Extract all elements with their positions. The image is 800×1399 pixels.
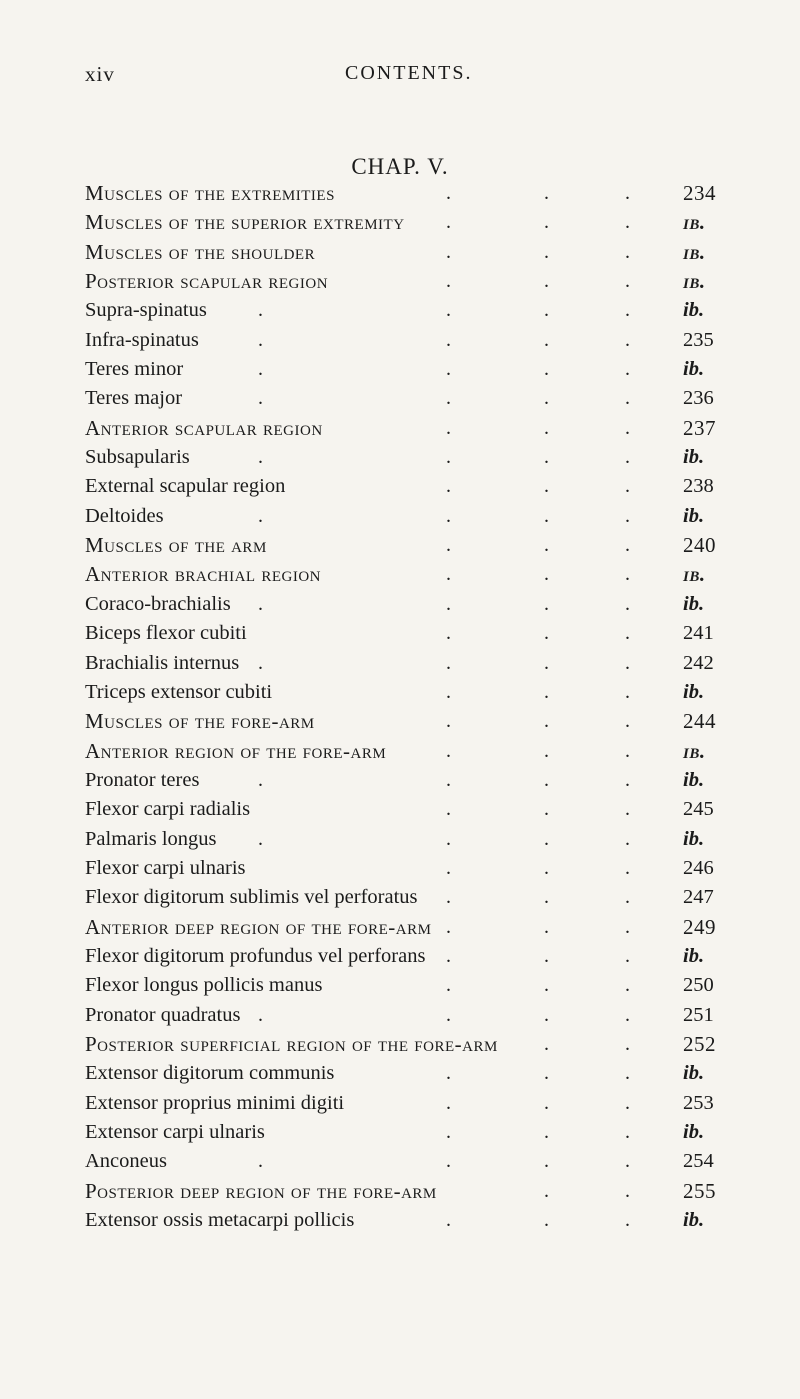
toc-entry-title: Brachialis internus	[85, 651, 240, 674]
dot-leader: .	[544, 270, 550, 293]
toc-entry-page: ib.	[683, 1209, 705, 1232]
dot-leader: .	[446, 416, 452, 439]
toc-entry-page: ib.	[683, 358, 705, 381]
toc-entry-title: Posterior deep region of the fore-arm	[85, 1178, 437, 1203]
toc-entry-page: 237	[683, 415, 716, 440]
toc-entry	[85, 649, 715, 678]
toc-entry-page: 254	[683, 1150, 714, 1173]
toc-entry	[85, 267, 715, 296]
dot-leader: .	[446, 622, 451, 645]
dot-leader: .	[446, 915, 452, 938]
dot-leader: .	[544, 504, 549, 527]
toc-entry-page: 236	[683, 387, 714, 410]
toc-entry-page: ib.	[683, 239, 706, 264]
dot-leader: .	[625, 1032, 631, 1055]
toc-entry	[85, 1147, 715, 1176]
dot-leader: .	[625, 886, 630, 909]
dot-leader: .	[258, 358, 263, 381]
dot-leader: .	[446, 592, 451, 615]
toc-entry-page: 246	[683, 856, 714, 879]
dot-leader: .	[625, 475, 630, 498]
toc-entry-title: Flexor carpi ulnaris	[85, 856, 246, 879]
dot-leader: .	[258, 446, 263, 469]
toc-entry-title: Anterior deep region of the fore-arm	[85, 914, 432, 939]
dot-leader: .	[446, 534, 452, 557]
dot-leader: .	[544, 768, 549, 791]
toc-entry-title: Deltoides	[85, 504, 164, 527]
toc-entry	[85, 296, 715, 325]
dot-leader: .	[544, 1121, 549, 1143]
dot-leader: .	[625, 944, 630, 967]
dot-leader: .	[625, 358, 630, 381]
dot-leader: .	[446, 944, 451, 967]
dot-leader: .	[446, 328, 451, 351]
dot-leader: .	[446, 856, 451, 879]
dot-leader: .	[446, 475, 451, 498]
dot-leader: .	[544, 680, 549, 703]
dot-leader: .	[625, 504, 630, 527]
table-of-contents	[85, 179, 715, 1235]
dot-leader: .	[625, 416, 631, 439]
toc-entry-page: 235	[683, 328, 714, 351]
toc-entry	[85, 326, 715, 355]
toc-entry	[85, 942, 715, 971]
dot-leader: .	[446, 798, 451, 821]
toc-entry	[85, 590, 715, 619]
dot-leader: .	[625, 680, 630, 703]
toc-entry-page: ib.	[683, 592, 705, 615]
page-number: xiv	[85, 62, 115, 86]
toc-entry	[85, 1001, 715, 1030]
dot-leader: .	[258, 504, 263, 527]
toc-entry-page: 240	[683, 533, 716, 558]
toc-entry	[85, 1206, 715, 1235]
toc-entry-title: External scapular region	[85, 475, 286, 498]
dot-leader: .	[544, 592, 549, 615]
toc-entry-title: Infra-spinatus	[85, 328, 199, 351]
toc-entry-title: Palmaris longus	[85, 827, 217, 850]
dot-leader: .	[544, 798, 549, 821]
toc-entry-title: Muscles of the extremities	[85, 181, 335, 205]
dot-leader: .	[544, 534, 550, 557]
dot-leader: .	[544, 886, 549, 909]
toc-entry-title: Posterior superficial region of the fore-arm	[85, 1031, 498, 1056]
toc-entry-title: Extensor carpi ulnaris	[85, 1121, 265, 1143]
toc-entry-title: Pronator quadratus	[85, 1003, 241, 1026]
toc-entry-page: ib.	[683, 299, 705, 322]
toc-entry	[85, 619, 715, 648]
dot-leader: .	[544, 1209, 549, 1232]
toc-entry	[85, 795, 715, 824]
dot-leader: .	[625, 856, 630, 879]
toc-entry-title: Subsapularis	[85, 446, 190, 469]
toc-entry	[85, 179, 715, 208]
toc-entry-page: ib.	[683, 210, 706, 235]
toc-entry	[85, 766, 715, 795]
dot-leader: .	[544, 182, 550, 204]
dot-leader: .	[446, 827, 451, 850]
dot-leader: .	[446, 387, 451, 410]
dot-leader: .	[544, 974, 549, 997]
dot-leader: .	[544, 475, 549, 498]
toc-entry	[85, 1089, 715, 1118]
toc-entry-page: ib.	[683, 738, 706, 763]
dot-leader: .	[544, 299, 549, 322]
dot-leader: .	[446, 710, 452, 733]
dot-leader: .	[446, 1091, 451, 1114]
dot-leader: .	[446, 739, 452, 762]
toc-entry-page: 253	[683, 1091, 714, 1114]
toc-entry-page: 247	[683, 886, 714, 909]
dot-leader: .	[544, 1179, 550, 1202]
dot-leader: .	[446, 240, 452, 263]
toc-entry	[85, 384, 715, 413]
dot-leader: .	[446, 299, 451, 322]
toc-entry	[85, 208, 715, 237]
toc-entry-page: 242	[683, 651, 714, 674]
dot-leader: .	[258, 592, 263, 615]
toc-entry-title: Extensor ossis metacarpi pollicis	[85, 1209, 355, 1232]
dot-leader: .	[544, 856, 549, 879]
dot-leader: .	[446, 358, 451, 381]
toc-entry-title: Flexor carpi radialis	[85, 798, 251, 821]
toc-entry-title: Muscles of the arm	[85, 533, 267, 558]
toc-entry	[85, 707, 715, 736]
dot-leader: .	[446, 886, 451, 909]
toc-entry	[85, 238, 715, 267]
toc-entry-title: Muscles of the superior extremity	[85, 210, 405, 235]
dot-leader: .	[544, 827, 549, 850]
toc-entry-page: 255	[683, 1178, 716, 1203]
dot-leader: .	[625, 328, 630, 351]
dot-leader: .	[544, 739, 550, 762]
dot-leader: .	[446, 270, 452, 293]
dot-leader: .	[625, 211, 631, 234]
dot-leader: .	[446, 680, 451, 703]
dot-leader: .	[625, 240, 631, 263]
toc-entry	[85, 971, 715, 1000]
dot-leader: .	[625, 974, 630, 997]
dot-leader: .	[258, 768, 263, 791]
dot-leader: .	[544, 328, 549, 351]
toc-entry	[85, 1177, 715, 1206]
dot-leader: .	[625, 915, 631, 938]
dot-leader: .	[258, 328, 263, 351]
dot-leader: .	[446, 446, 451, 469]
dot-leader: .	[544, 240, 550, 263]
dot-leader: .	[446, 182, 452, 204]
dot-leader: .	[544, 416, 550, 439]
dot-leader: .	[258, 1003, 263, 1026]
dot-leader: .	[446, 1209, 451, 1232]
toc-entry-title: Biceps flexor cubiti	[85, 622, 247, 645]
toc-entry-page: ib.	[683, 269, 706, 294]
dot-leader: .	[625, 563, 631, 586]
toc-entry-title: Flexor longus pollicis manus	[85, 974, 323, 997]
toc-entry	[85, 825, 715, 854]
dot-leader: .	[625, 798, 630, 821]
dot-leader: .	[544, 622, 549, 645]
dot-leader: .	[544, 1062, 549, 1085]
chapter-title: CHAP. V.	[351, 154, 449, 179]
dot-leader: .	[446, 768, 451, 791]
dot-leader: .	[446, 974, 451, 997]
dot-leader: .	[446, 504, 451, 527]
dot-leader: .	[544, 358, 549, 381]
dot-leader: .	[544, 1032, 550, 1055]
dot-leader: .	[625, 739, 631, 762]
toc-entry-title: Anterior scapular region	[85, 415, 323, 440]
dot-leader: .	[625, 446, 630, 469]
toc-entry-page: ib.	[683, 1121, 705, 1143]
toc-entry-page: 238	[683, 475, 714, 498]
toc-entry-title: Posterior scapular region	[85, 269, 329, 294]
dot-leader: .	[446, 211, 452, 234]
toc-entry-page: 245	[683, 798, 714, 821]
toc-entry	[85, 531, 715, 560]
toc-entry-title: Extensor proprius minimi digiti	[85, 1091, 345, 1114]
toc-entry-page: ib.	[683, 680, 705, 703]
toc-entry-page: 251	[683, 1003, 714, 1026]
toc-entry	[85, 737, 715, 766]
dot-leader: .	[258, 299, 263, 322]
dot-leader: .	[625, 592, 630, 615]
dot-leader: .	[258, 651, 263, 674]
dot-leader: .	[625, 622, 630, 645]
dot-leader: .	[446, 1150, 451, 1173]
dot-leader: .	[625, 1062, 630, 1085]
toc-entry	[85, 678, 715, 707]
toc-entry-title: Extensor digitorum communis	[85, 1062, 335, 1085]
dot-leader: .	[544, 944, 549, 967]
dot-leader: .	[544, 387, 549, 410]
dot-leader: .	[544, 651, 549, 674]
toc-entry	[85, 1118, 715, 1147]
dot-leader: .	[544, 915, 550, 938]
dot-leader: .	[625, 270, 631, 293]
dot-leader: .	[625, 710, 631, 733]
dot-leader: .	[544, 563, 550, 586]
toc-entry	[85, 355, 715, 384]
toc-entry	[85, 854, 715, 883]
toc-entry-page: ib.	[683, 1062, 705, 1085]
running-head	[0, 62, 800, 92]
dot-leader: .	[625, 651, 630, 674]
toc-entry-title: Pronator teres	[85, 768, 200, 791]
toc-entry-page: 250	[683, 974, 714, 997]
toc-entry	[85, 472, 715, 501]
toc-entry	[85, 443, 715, 472]
toc-entry-title: Anterior region of the fore-arm	[85, 738, 387, 763]
toc-entry-title: Supra-spinatus	[85, 299, 207, 322]
toc-entry-title: Coraco-brachialis	[85, 592, 231, 615]
toc-entry-page: ib.	[683, 944, 705, 967]
toc-entry-title: Teres minor	[85, 358, 184, 381]
toc-entry-page: 241	[683, 622, 714, 645]
dot-leader: .	[544, 710, 550, 733]
toc-entry	[85, 913, 715, 942]
toc-entry-title: Teres major	[85, 387, 183, 410]
dot-leader: .	[258, 387, 263, 410]
toc-entry-title: Flexor digitorum sublimis vel perforatus	[85, 886, 418, 909]
dot-leader: .	[258, 827, 263, 850]
dot-leader: .	[625, 299, 630, 322]
dot-leader: .	[446, 1121, 451, 1143]
dot-leader: .	[625, 1179, 631, 1202]
dot-leader: .	[625, 534, 631, 557]
dot-leader: .	[544, 211, 550, 234]
toc-entry	[85, 560, 715, 589]
toc-entry-page: ib.	[683, 768, 705, 791]
dot-leader: .	[544, 1003, 549, 1026]
dot-leader: .	[625, 1121, 630, 1143]
dot-leader: .	[625, 387, 630, 410]
toc-entry	[85, 414, 715, 443]
dot-leader: .	[446, 563, 452, 586]
dot-leader: .	[625, 1003, 630, 1026]
toc-entry	[85, 1059, 715, 1088]
dot-leader: .	[625, 1150, 630, 1173]
dot-leader: .	[625, 182, 631, 204]
toc-entry-title: Anconeus	[85, 1150, 167, 1173]
dot-leader: .	[625, 1209, 630, 1232]
toc-entry-page: ib.	[683, 446, 705, 469]
dot-leader: .	[446, 1062, 451, 1085]
toc-entry	[85, 883, 715, 912]
running-title: CONTENTS.	[345, 62, 473, 84]
dot-leader: .	[446, 1003, 451, 1026]
toc-entry-title: Muscles of the shoulder	[85, 239, 316, 264]
toc-entry-page: 244	[683, 709, 716, 734]
toc-entry-page: 249	[683, 914, 716, 939]
toc-entry-page: ib.	[683, 827, 705, 850]
toc-entry-title: Triceps extensor cubiti	[85, 680, 273, 703]
dot-leader: .	[258, 1150, 263, 1173]
dot-leader: .	[544, 1150, 549, 1173]
dot-leader: .	[446, 651, 451, 674]
toc-entry-page: ib.	[683, 562, 706, 587]
dot-leader: .	[625, 827, 630, 850]
toc-entry	[85, 1030, 715, 1059]
toc-entry-page: 252	[683, 1031, 716, 1056]
toc-entry-title: Flexor digitorum profundus vel perforans	[85, 944, 426, 967]
dot-leader: .	[544, 446, 549, 469]
toc-entry-title: Muscles of the fore-arm	[85, 709, 315, 734]
toc-entry-page: ib.	[683, 504, 705, 527]
dot-leader: .	[625, 768, 630, 791]
dot-leader: .	[625, 1091, 630, 1114]
dot-leader: .	[544, 1091, 549, 1114]
toc-entry-title: Anterior brachial region	[85, 562, 321, 587]
toc-entry	[85, 502, 715, 531]
toc-entry-page: 234	[683, 181, 716, 205]
